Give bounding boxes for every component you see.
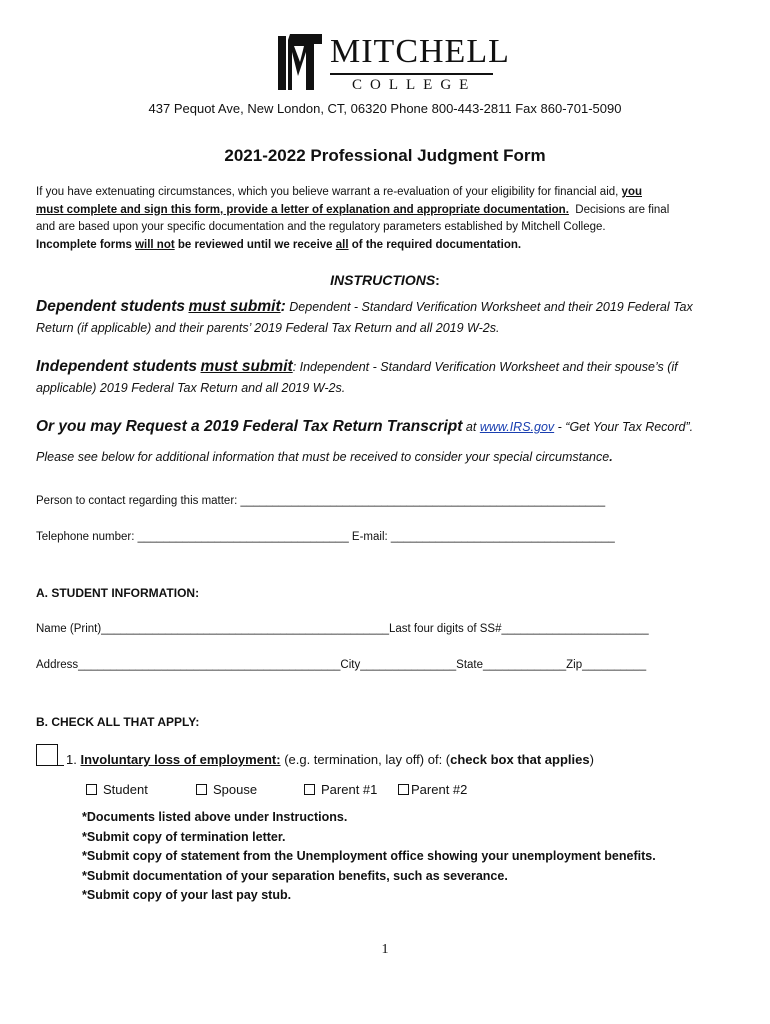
required-documents-list [82, 808, 656, 906]
logo-divider [330, 73, 493, 75]
independent-must-submit: must submit [200, 358, 293, 375]
transcript-at: at [465, 420, 477, 434]
intro-paragraph [36, 184, 736, 254]
document-item: *Documents listed above under Instructions. [82, 810, 348, 824]
option-parent-1[interactable] [304, 782, 377, 797]
intro-text: be reviewed until we receive [177, 238, 333, 251]
intro-text: Incomplete forms [36, 238, 132, 251]
dependent-line-1 [36, 296, 736, 318]
transcript-text: - “Get Your Tax Record”. [554, 420, 694, 434]
transcript-label: Or you may Request a 2019 Federal Tax Return Transcript [36, 418, 463, 435]
independent-label: Independent students [36, 358, 198, 375]
document-item: *Submit documentation of your separation benefits, such as severance. [82, 868, 508, 883]
page-number: 1 [381, 942, 389, 957]
irs-link[interactable]: www.IRS.gov [479, 420, 555, 434]
intro-emphasis: will not [135, 238, 175, 251]
logo-subtitle: COLLEGE [352, 77, 477, 93]
intro-line-3: and are based upon your specific documentation and the regulatory parameters established by Mitchell College. [36, 221, 606, 233]
item-close-paren: ) [589, 752, 594, 767]
intro-text: If you have extenuating circumstances, which you believe warrant a re-evaluation of your eligibility for financial aid, [36, 186, 619, 198]
intro-line-4 [36, 237, 736, 255]
intro-line-1 [36, 184, 736, 202]
parent-2-checkbox[interactable] [398, 784, 409, 795]
dependent-colon: : [280, 298, 286, 315]
dependent-must-submit: must submit [188, 298, 281, 315]
checkbox-underline [56, 765, 64, 766]
instructions-heading-text: INSTRUCTIONS [330, 272, 436, 288]
dependent-label: Dependent students [36, 298, 185, 315]
intro-emphasis: all [335, 238, 349, 251]
option-parent-2-label: Parent #2 [411, 782, 468, 797]
transcript-instructions [36, 416, 736, 438]
involuntary-loss-item [66, 752, 594, 767]
document-item: *Submit copy of termination letter. [82, 829, 286, 844]
item-number: 1. [66, 752, 77, 767]
item-title: Involuntary loss of employment: [80, 752, 281, 767]
dependent-instructions [36, 296, 736, 339]
contact-person-field[interactable]: Person to contact regarding this matter: _________________________________________________________ [36, 495, 606, 507]
form-title: 2021-2022 Professional Judgment Form [224, 146, 546, 165]
address-fields[interactable]: Address_________________________________________City_______________State_____________Zip__________ [36, 659, 647, 671]
dependent-text: Dependent - Standard Verification Worksheet and their 2019 Federal Tax [289, 300, 693, 314]
option-parent-1-label: Parent #1 [321, 782, 378, 797]
option-student-label: Student [103, 782, 148, 797]
document-item: *Submit copy of statement from the Unemployment office showing your unemployment benefits. [82, 849, 656, 863]
document-item: *Submit copy of your last pay stub. [82, 888, 292, 902]
instructions-heading [0, 272, 770, 288]
student-checkbox[interactable] [86, 784, 97, 795]
spouse-checkbox[interactable] [196, 784, 207, 795]
independent-text: : Independent - Standard Verification Worksheet and their spouse’s (if [292, 360, 678, 374]
intro-text: Decisions are final [575, 203, 670, 216]
independent-instructions [36, 356, 736, 399]
item-check-note: check box that applies [450, 752, 590, 767]
instructions-heading-colon: : [435, 272, 440, 288]
intro-requirement: must complete and sign this form, provide a letter of explanation and appropriate documentation. [36, 203, 569, 216]
college-address: 437 Pequot Ave, New London, CT, 06320 Phone 800-443-2811 Fax 860-701-5090 [148, 101, 622, 116]
section-b-heading: B. CHECK ALL THAT APPLY: [36, 715, 200, 729]
involuntary-loss-checkbox[interactable] [36, 744, 58, 766]
section-a-heading: A. STUDENT INFORMATION: [36, 586, 200, 600]
item-example: (e.g. termination, lay off) of: ( [284, 752, 451, 767]
logo-wordmark: MITCHELL [330, 33, 510, 70]
additional-info-period: . [609, 450, 613, 464]
phone-email-fields[interactable]: Telephone number: _________________________________ E-mail: ___________________________________ [36, 531, 615, 543]
intro-text: of the required documentation. [351, 238, 522, 251]
intro-emphasis: you [621, 186, 642, 198]
independent-line-2: applicable) 2019 Federal Tax Return and all 2019 W-2s. [36, 381, 346, 395]
intro-line-2 [36, 202, 736, 220]
option-student[interactable] [86, 782, 148, 797]
dependent-line-2: Return (if applicable) and their parents’ 2019 Federal Tax Return and all 2019 W-2s. [36, 321, 500, 335]
additional-info-note [36, 447, 736, 468]
option-spouse-label: Spouse [213, 782, 258, 797]
option-parent-2[interactable] [398, 782, 467, 797]
name-ssn-fields[interactable]: Name (Print)_____________________________________________Last four digits of SS#_______________________ [36, 623, 649, 635]
additional-info-text: Please see below for additional information that must be received to consider your special circumstance [36, 450, 610, 464]
college-logo [276, 32, 510, 94]
mitchell-logo-mark-icon [276, 32, 324, 92]
parent-1-checkbox[interactable] [304, 784, 315, 795]
independent-line-1 [36, 356, 736, 378]
option-spouse[interactable] [196, 782, 257, 797]
